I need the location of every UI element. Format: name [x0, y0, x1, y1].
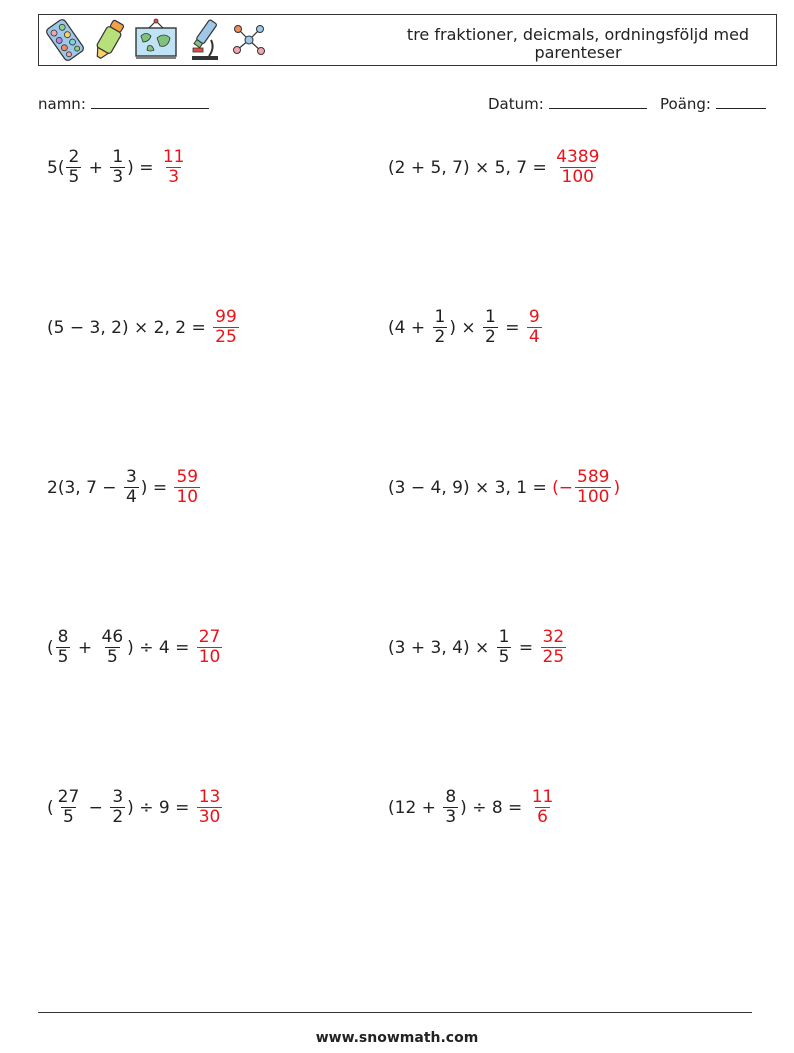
denominator: 100 — [577, 487, 610, 507]
numerator: 27 — [57, 787, 80, 807]
fraction — [56, 788, 82, 827]
name-blank[interactable] — [91, 94, 209, 109]
denominator: 3 — [112, 167, 124, 187]
name-label: namn: — [38, 95, 86, 113]
numerator: 3 — [125, 467, 137, 487]
answer — [528, 788, 558, 827]
expression-text: 5( — [47, 157, 65, 178]
expression-text: (3 − 4, 9) × 3, 1 = — [388, 477, 553, 498]
denominator: 30 — [198, 807, 221, 827]
numerator: 27 — [198, 627, 221, 647]
numerator: 13 — [198, 787, 221, 807]
date-label: Datum: — [488, 95, 544, 113]
answer — [172, 468, 202, 507]
answer-text: ) — [613, 477, 621, 498]
score-field — [660, 94, 766, 113]
problem-9 — [47, 788, 224, 827]
numerator: 8 — [57, 627, 69, 647]
denominator: 6 — [537, 807, 548, 827]
header-icons — [45, 18, 267, 62]
answer — [195, 628, 225, 667]
denominator: 5 — [63, 807, 74, 827]
worksheet-title: tre fraktioner, deicmals, ordningsföljd med parenteser — [406, 25, 750, 62]
fraction — [56, 628, 71, 667]
expression — [47, 788, 195, 827]
answer — [211, 308, 241, 347]
problem-4 — [388, 308, 544, 347]
denominator: 5 — [68, 167, 80, 187]
answer-text: (− — [552, 477, 574, 498]
problem-1 — [47, 148, 189, 187]
header-box — [38, 14, 777, 66]
problem-3 — [47, 308, 241, 347]
answer — [552, 148, 603, 187]
answer-fraction — [213, 308, 239, 347]
denominator: 25 — [215, 327, 237, 347]
answer-fraction — [161, 148, 187, 187]
fraction — [124, 468, 139, 507]
numerator: 99 — [215, 307, 237, 327]
date-field — [488, 94, 647, 113]
expression-text: (12 + — [388, 797, 442, 818]
expression-text: − — [83, 797, 109, 818]
fraction — [110, 148, 125, 187]
problem-2 — [388, 148, 603, 187]
answer-fraction — [197, 788, 223, 827]
answer — [159, 148, 189, 187]
expression — [388, 628, 539, 667]
answer-fraction — [527, 308, 542, 347]
denominator: 25 — [542, 647, 565, 667]
fraction — [66, 148, 81, 187]
denominator: 100 — [561, 167, 594, 187]
numerator: 3 — [112, 787, 124, 807]
denominator: 4 — [528, 327, 540, 347]
denominator: 2 — [485, 327, 496, 347]
numerator: 59 — [176, 467, 199, 487]
expression-text: ) × — [449, 317, 482, 338]
footer-site: www.snowmath.com — [315, 1030, 479, 1046]
name-field — [38, 94, 209, 113]
expression — [388, 478, 552, 498]
answer-fraction — [197, 628, 223, 667]
expression-text: (5 − 3, 2) × 2, 2 = — [47, 317, 212, 338]
denominator: 5 — [498, 647, 510, 667]
numerator: 1 — [498, 627, 510, 647]
answer-fraction — [541, 628, 567, 667]
answer-fraction — [575, 468, 611, 507]
expression-text: ( — [47, 637, 54, 658]
microscope-icon — [187, 18, 223, 62]
expression-text: ) ÷ 9 = — [127, 797, 195, 818]
numerator: 1 — [434, 307, 446, 327]
fraction — [433, 308, 448, 347]
numerator: 32 — [542, 627, 565, 647]
denominator: 5 — [57, 647, 69, 667]
denominator: 3 — [168, 167, 180, 187]
denominator: 2 — [112, 807, 124, 827]
denominator: 3 — [445, 807, 457, 827]
expression — [47, 468, 172, 507]
numerator: 46 — [101, 627, 124, 647]
footer-divider — [38, 1012, 752, 1013]
score-blank[interactable] — [716, 94, 766, 109]
expression-text: ) = — [140, 477, 173, 498]
answer — [539, 628, 569, 667]
problem-8 — [388, 628, 568, 667]
expression — [47, 318, 211, 338]
denominator: 4 — [125, 487, 137, 507]
numerator: 11 — [162, 147, 185, 167]
expression-text: = — [499, 317, 525, 338]
answer-fraction — [174, 468, 200, 507]
map-board-icon — [133, 18, 179, 62]
expression — [388, 308, 525, 347]
expression-text: ( — [47, 797, 54, 818]
marker-pen-icon — [93, 18, 125, 62]
numerator: 1 — [485, 307, 496, 327]
molecule-icon — [231, 18, 267, 62]
problem-5 — [47, 468, 202, 507]
fraction — [443, 788, 458, 827]
fraction — [110, 788, 125, 827]
numerator: 1 — [112, 147, 124, 167]
denominator: 10 — [198, 647, 221, 667]
answer — [195, 788, 225, 827]
expression-text: ) ÷ 8 = — [460, 797, 528, 818]
denominator: 2 — [434, 327, 446, 347]
expression-text: (2 + 5, 7) × 5, 7 = — [388, 157, 553, 178]
denominator: 10 — [176, 487, 199, 507]
expression — [388, 788, 528, 827]
date-blank[interactable] — [549, 94, 647, 109]
expression-text: ) = — [127, 157, 159, 178]
pill-palette-icon — [45, 18, 85, 62]
expression — [47, 148, 159, 187]
numerator: 4389 — [556, 147, 600, 167]
answer-fraction — [530, 788, 556, 827]
expression — [388, 158, 552, 178]
expression-text: (3 + 3, 4) × — [388, 637, 495, 658]
numerator: 2 — [68, 147, 80, 167]
numerator: 589 — [577, 467, 610, 487]
expression-text: 2(3, 7 − — [47, 477, 122, 498]
score-label: Poäng: — [660, 95, 711, 113]
answer — [525, 308, 544, 347]
problem-7 — [47, 628, 224, 667]
problem-6 — [388, 468, 620, 507]
fraction — [497, 628, 512, 667]
fraction — [483, 308, 498, 347]
answer-fraction — [554, 148, 601, 187]
denominator: 5 — [106, 647, 118, 667]
expression-text: = — [513, 637, 539, 658]
numerator: 11 — [531, 787, 554, 807]
expression — [47, 628, 195, 667]
answer — [552, 468, 620, 507]
expression-text: ) ÷ 4 = — [127, 637, 195, 658]
expression-text: + — [83, 157, 109, 178]
problem-10 — [388, 788, 557, 827]
expression-text: (4 + — [388, 317, 431, 338]
numerator: 9 — [528, 307, 540, 327]
numerator: 8 — [445, 787, 457, 807]
expression-text: + — [72, 637, 98, 658]
fraction — [100, 628, 126, 667]
